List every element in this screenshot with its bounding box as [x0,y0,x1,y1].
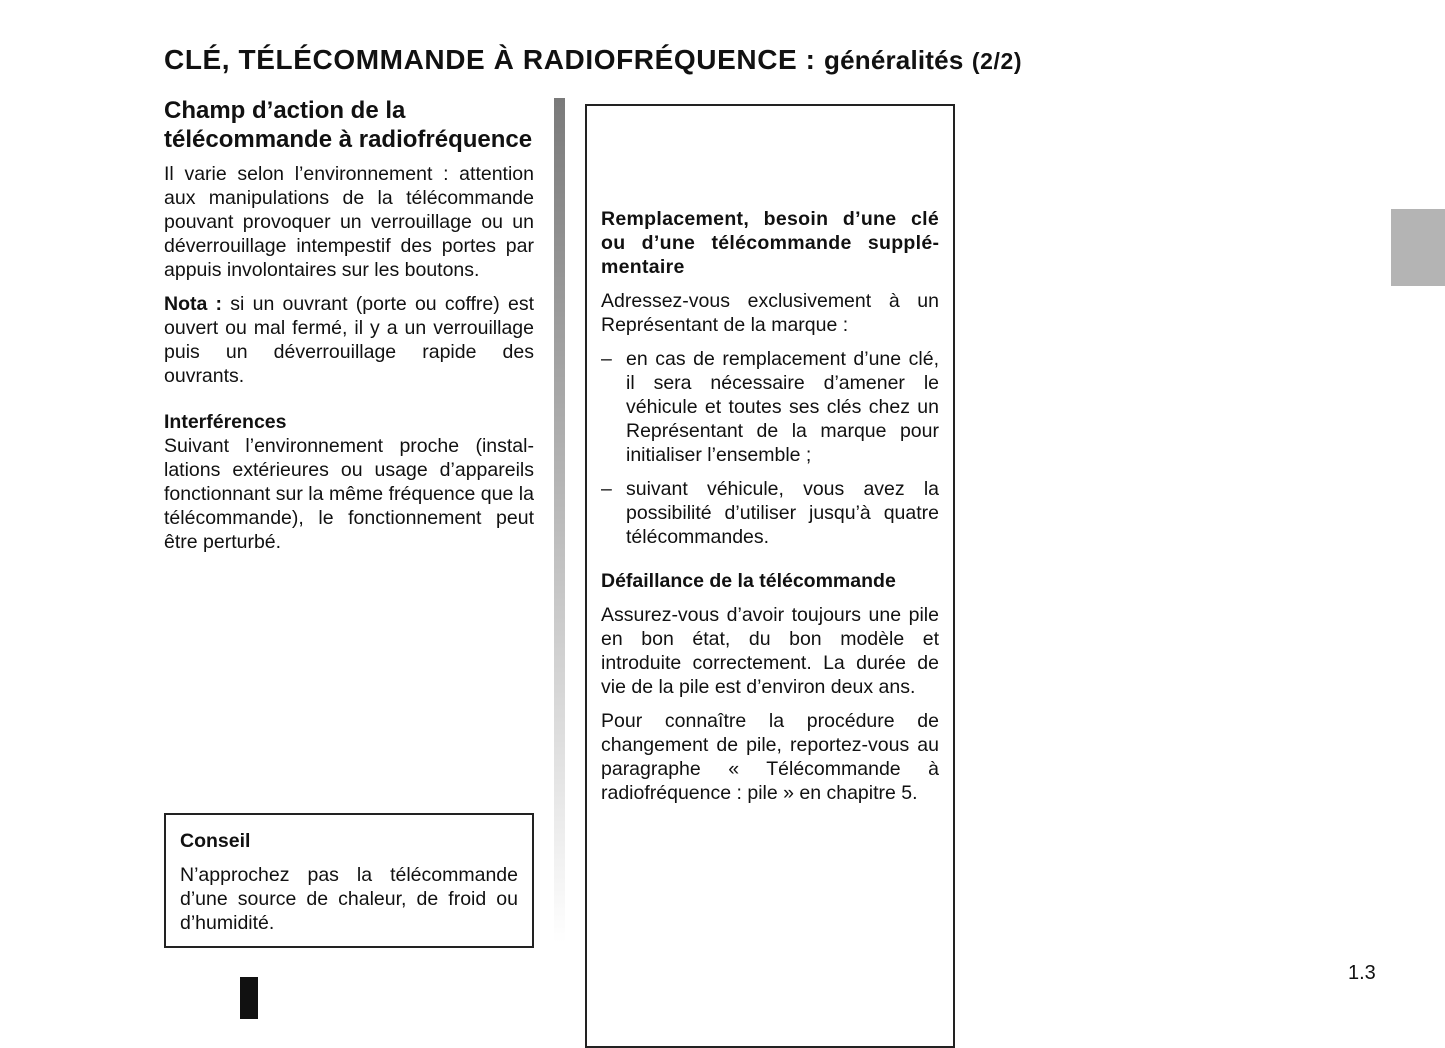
bottom-edge-marker [240,977,258,1019]
failure-heading: Défaillance de la télécommande [601,570,896,592]
replacement-heading: Remplacement, besoin d’une clé ou d’une télécommande supplémentaire [601,208,939,278]
failure-paragraph-2: Pour connaître la procédure de changement de pile, reportez-vous au paragraphe « Télécommande à radiofréquence : pile » en chapitre 5. [601,710,939,804]
replacement-intro: Adressez-vous exclusivement à un Représentant de la marque : [601,290,939,336]
interferences-paragraph: Suivant l’environnement proche (installations extérieures ou usage d’appareils fonctionnant sur la même fréquence que la télécommande), le fonctionnement peut être perturbé. [164,435,534,553]
conseil-box [164,813,534,948]
replacement-list [601,347,939,549]
list-item-text: en cas de remplacement d’une clé, il sera nécessaire d’amener le véhicule et toutes ses clés chez un Représentant de la marque pour initialiser l’ensemble ; [626,348,939,466]
page-number: 1.3 [1348,962,1376,984]
interferences-heading: Interférences [164,411,287,433]
nota-text: si un ouvrant (porte ou coffre) est ouvert ou mal fermé, il y a un verrouillage puis un déverrouillage rapide des ouvrants. [164,293,534,387]
nota-paragraph [164,292,534,388]
conseil-title: Conseil [180,830,251,852]
page-title-sub: généralités [824,45,964,75]
info-box [585,104,955,1048]
conseil-text: N’approchez pas la télécommande d’une source de chaleur, de froid ou d’humidité. [180,864,518,934]
section-heading-range: Champ d’action de la télécommande à radiofréquence [164,97,533,153]
range-paragraph: Il varie selon l’environnement : attention aux manipulations de la télécommande pouvant provoquer un verrouillage ou un déverrouillage intempestif des portes par appuis involontaires sur les boutons. [164,163,534,281]
list-dash: – [601,348,612,370]
list-item [601,477,939,549]
failure-paragraph-1: Assurez-vous d’avoir toujours une pile en bon état, du bon modèle et introduite correctement. La durée de vie de la pile est d’environ deux ans. [601,604,939,698]
left-column [164,96,534,564]
page-title [164,44,1022,76]
page-title-ref: (2/2) [971,48,1023,74]
chapter-side-tab [1391,209,1445,286]
column-divider-bar [554,98,565,943]
list-item [601,347,939,467]
list-item-text: suivant véhicule, vous avez la possibilité d’utiliser jusqu’à quatre télécommandes. [626,478,939,548]
nota-label: Nota : [164,293,223,315]
page-title-main: CLÉ, TÉLÉCOMMANDE À RADIOFRÉQUENCE : [164,44,816,75]
list-dash: – [601,478,612,500]
